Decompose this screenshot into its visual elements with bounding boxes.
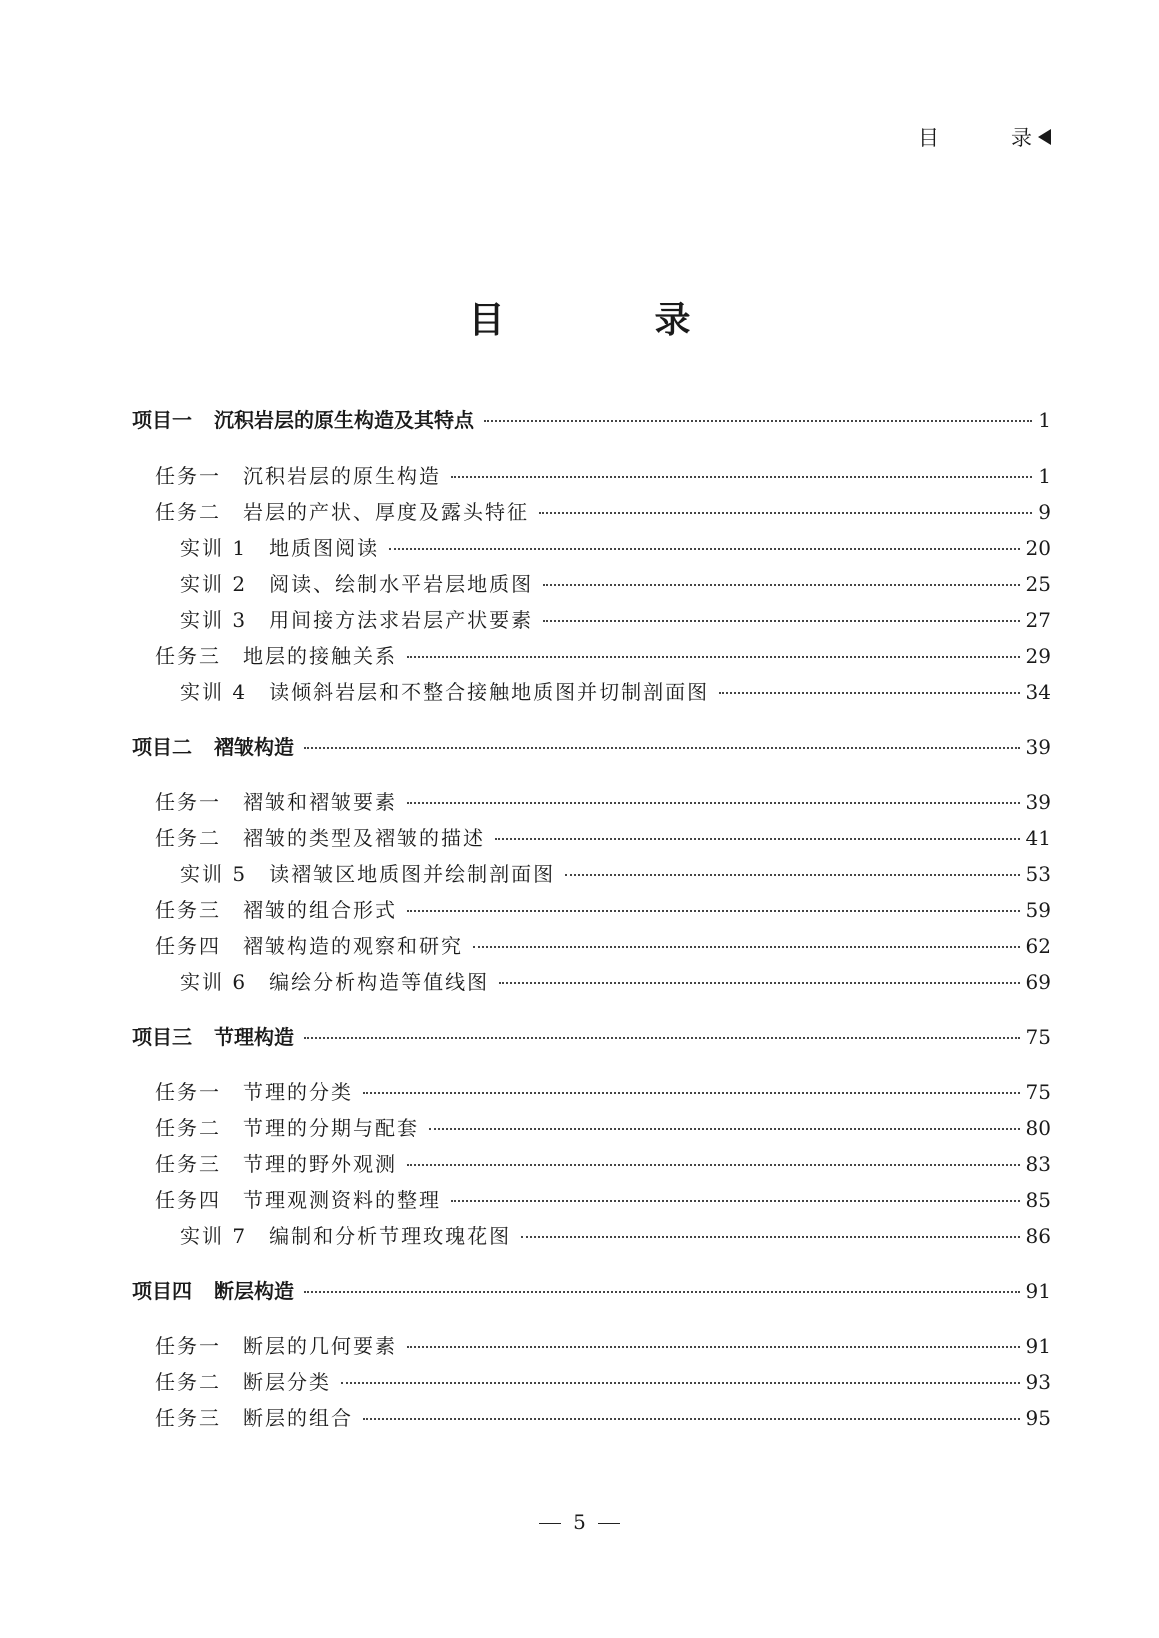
folio-dash: [598, 1523, 620, 1524]
toc-entry-page: 75: [1025, 1080, 1051, 1104]
toc-entry[interactable]: [180, 568, 1051, 597]
toc-entry-page: 91: [1025, 1279, 1051, 1303]
toc-entry[interactable]: [155, 1148, 1051, 1177]
toc-entry-page: 95: [1025, 1406, 1051, 1430]
toc-entry-label: 任务一: [155, 1334, 221, 1358]
toc-entry[interactable]: [155, 930, 1051, 959]
toc-entry-title: 岩层的产状、厚度及露头特征: [243, 500, 529, 524]
toc-entry-page: 83: [1025, 1152, 1051, 1176]
toc-entry-page: 86: [1025, 1224, 1051, 1248]
toc-entry-title: 地质图阅读: [269, 536, 380, 560]
toc-entry-label: 任务一: [155, 1080, 221, 1104]
toc-entry-page: 1: [1038, 464, 1051, 488]
page-title-char: 录: [654, 299, 691, 341]
running-head-char: 录: [1011, 126, 1032, 150]
toc-entry[interactable]: [132, 1021, 1051, 1050]
toc-entry-title: 编制和分析节理玫瑰花图: [269, 1224, 512, 1248]
toc-entry-title: 节理的野外观测: [243, 1152, 397, 1176]
toc-entry[interactable]: [180, 858, 1051, 887]
dot-leader: [304, 747, 1020, 749]
toc-entry-label: 任务四: [155, 934, 221, 958]
toc-entry-page: 75: [1025, 1025, 1051, 1049]
toc-entry-page: 91: [1025, 1334, 1051, 1358]
toc-entry-label: 任务二: [155, 1116, 221, 1140]
toc-entry-label: 任务三: [155, 898, 221, 922]
dot-leader: [407, 656, 1020, 658]
toc-entry[interactable]: [132, 731, 1051, 760]
toc-entry-page: 29: [1025, 644, 1051, 668]
toc-entry-title: 读倾斜岩层和不整合接触地质图并切制剖面图: [269, 680, 710, 704]
dot-leader: [389, 548, 1019, 550]
toc-entry[interactable]: [155, 894, 1051, 923]
dot-leader: [451, 1200, 1020, 1202]
toc-entry[interactable]: [180, 532, 1051, 561]
toc-entry-label: 任务四: [155, 1188, 221, 1212]
dot-leader: [521, 1236, 1019, 1238]
toc-entry-label: 项目四: [132, 1279, 192, 1303]
toc-entry-page: 69: [1025, 970, 1051, 994]
dot-leader: [341, 1382, 1020, 1384]
toc-entry[interactable]: [155, 1402, 1051, 1431]
toc-entry[interactable]: [155, 460, 1051, 489]
toc-entry-title: 断层的几何要素: [243, 1334, 397, 1358]
toc-entry-page: 62: [1025, 934, 1051, 958]
dot-leader: [719, 692, 1019, 694]
toc-entry-label: 任务一: [155, 464, 221, 488]
dot-leader: [304, 1037, 1020, 1039]
toc-entry-title: 褶皱和褶皱要素: [243, 790, 397, 814]
dot-leader: [543, 584, 1019, 586]
toc-entry-page: 25: [1025, 572, 1051, 596]
toc-entry[interactable]: [155, 1184, 1051, 1213]
dot-leader: [407, 802, 1020, 804]
toc-entry[interactable]: [132, 404, 1051, 433]
toc-entry-label: 实训 2: [180, 572, 248, 596]
toc-entry-page: 1: [1038, 408, 1051, 432]
dot-leader: [539, 512, 1032, 514]
toc-entry[interactable]: [155, 640, 1051, 669]
toc-entry-title: 断层的组合: [243, 1406, 353, 1430]
toc-entry-title: 沉积岩层的原生构造: [243, 464, 441, 488]
toc-entry-label: 任务一: [155, 790, 221, 814]
toc-entry[interactable]: [155, 822, 1051, 851]
toc-entry[interactable]: [155, 1112, 1051, 1141]
toc-entry-page: 80: [1025, 1116, 1051, 1140]
toc-entry-label: 实训 5: [180, 862, 248, 886]
toc-entry-label: 实训 4: [180, 680, 248, 704]
dot-leader: [429, 1128, 1020, 1130]
toc-entry-label: 项目二: [132, 735, 192, 759]
dot-leader: [363, 1092, 1020, 1094]
toc-entry-title: 断层构造: [214, 1279, 294, 1303]
toc-entry-label: 任务二: [155, 500, 221, 524]
toc-entry-page: 59: [1025, 898, 1051, 922]
toc-entry-page: 53: [1025, 862, 1051, 886]
toc-entry-title: 节理的分类: [243, 1080, 353, 1104]
toc-entry-title: 断层分类: [243, 1370, 331, 1394]
dot-leader: [407, 910, 1020, 912]
dot-leader: [473, 946, 1020, 948]
toc-entry-label: 项目一: [132, 408, 192, 432]
dot-leader: [407, 1346, 1020, 1348]
toc-entry-page: 93: [1025, 1370, 1051, 1394]
toc-entry[interactable]: [180, 966, 1051, 995]
toc-entry-label: 任务三: [155, 1152, 221, 1176]
dot-leader: [499, 982, 1019, 984]
page-title-char: 目: [468, 299, 505, 341]
toc-entry[interactable]: [180, 604, 1051, 633]
toc-entry-title: 褶皱的类型及褶皱的描述: [243, 826, 485, 850]
toc-entry-title: 阅读、绘制水平岩层地质图: [269, 572, 534, 596]
dot-leader: [565, 874, 1019, 876]
toc-entry[interactable]: [132, 1275, 1051, 1304]
toc-entry[interactable]: [155, 1076, 1051, 1105]
dot-leader: [484, 420, 1032, 422]
toc-entry-label: 项目三: [132, 1025, 192, 1049]
dot-leader: [304, 1291, 1020, 1293]
dot-leader: [495, 838, 1020, 840]
toc-entry-title: 编绘分析构造等值线图: [269, 970, 490, 994]
toc-entry-page: 27: [1025, 608, 1051, 632]
toc-entry[interactable]: [155, 496, 1051, 525]
toc-entry[interactable]: [155, 1366, 1051, 1395]
toc-entry-label: 实训 1: [180, 536, 248, 560]
toc-entry-title: 节理观测资料的整理: [243, 1188, 441, 1212]
toc-entry-title: 褶皱构造的观察和研究: [243, 934, 463, 958]
toc-entry[interactable]: [155, 786, 1051, 815]
toc-entry-title: 节理的分期与配套: [243, 1116, 419, 1140]
toc-entry-label: 实训 6: [180, 970, 248, 994]
toc-entry-page: 39: [1025, 790, 1051, 814]
toc-entry[interactable]: [180, 1220, 1051, 1249]
toc-entry-page: 39: [1025, 735, 1051, 759]
toc-entry-page: 20: [1025, 536, 1051, 560]
toc-entry-label: 任务二: [155, 826, 221, 850]
toc-entry-title: 读褶皱区地质图并绘制剖面图: [269, 862, 556, 886]
toc-entry-title: 褶皱构造: [214, 735, 294, 759]
toc-entry-label: 实训 7: [180, 1224, 248, 1248]
page-number-footer: [0, 1510, 1159, 1534]
toc-entry[interactable]: [155, 1330, 1051, 1359]
toc-entry-title: 节理构造: [214, 1025, 294, 1049]
dot-leader: [407, 1164, 1020, 1166]
page-number: 5: [573, 1510, 586, 1534]
toc-entry-label: 实训 3: [180, 608, 248, 632]
toc-entry-title: 用间接方法求岩层产状要素: [269, 608, 534, 632]
toc-entry-title: 褶皱的组合形式: [243, 898, 397, 922]
toc-entry-label: 任务三: [155, 1406, 221, 1430]
dot-leader: [451, 476, 1032, 478]
dot-leader: [543, 620, 1019, 622]
toc-entry-page: 41: [1025, 826, 1051, 850]
toc-entry[interactable]: [180, 676, 1051, 705]
toc-entry-title: 沉积岩层的原生构造及其特点: [214, 408, 474, 432]
dot-leader: [363, 1418, 1020, 1420]
toc-entry-page: 34: [1025, 680, 1051, 704]
toc-entry-page: 85: [1025, 1188, 1051, 1212]
toc-entry-title: 地层的接触关系: [243, 644, 397, 668]
running-head-char: 目: [918, 126, 939, 150]
toc-entry-label: 任务二: [155, 1370, 221, 1394]
toc-entry-label: 任务三: [155, 644, 221, 668]
toc-entry-page: 9: [1038, 500, 1051, 524]
folio-dash: [539, 1523, 561, 1524]
